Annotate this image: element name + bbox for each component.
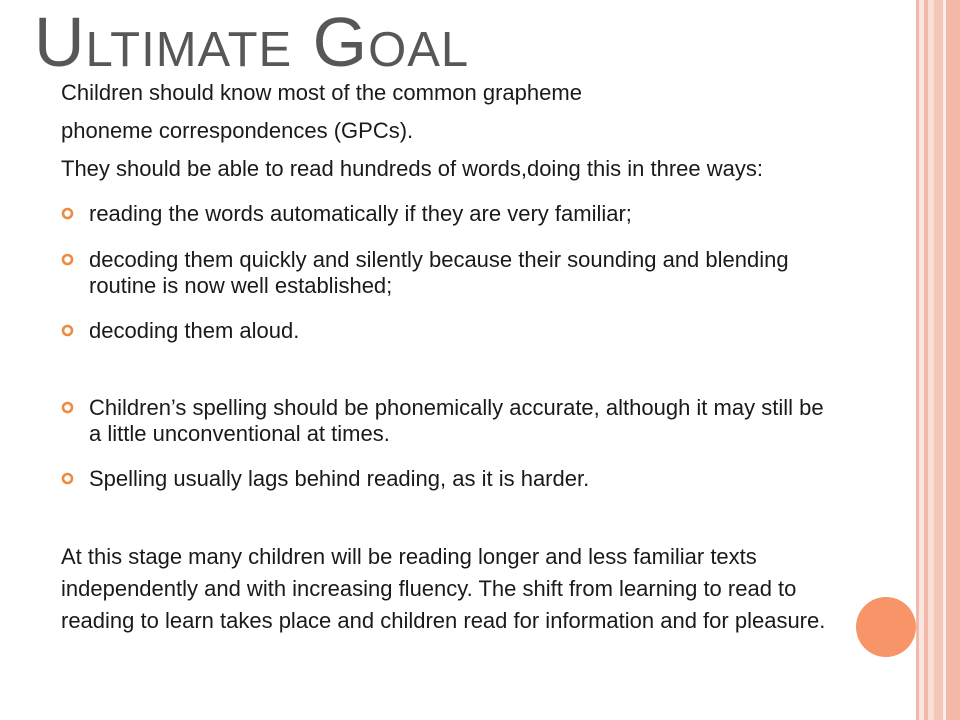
intro-line-2: phoneme correspondences (GPCs).: [61, 118, 414, 143]
bullet-circle-icon: [61, 253, 74, 266]
slide-body: [61, 80, 841, 637]
bullet-text: decoding them aloud.: [89, 318, 300, 343]
stripe-band: [934, 0, 943, 720]
slide-title: Ultimate Goal: [34, 3, 470, 81]
bullet-item: [61, 395, 841, 447]
right-stripe-decoration: [916, 0, 960, 720]
bullet-circle-icon: [61, 472, 74, 485]
stripe-band: [946, 0, 960, 720]
bullet-circle-icon: [61, 207, 74, 220]
intro-line-3: They should be able to read hundreds of words,doing this in three ways:: [61, 156, 763, 181]
bullet-text: decoding them quickly and silently because their sounding and blending routine is now well established;: [89, 247, 789, 298]
intro-line-1: Children should know most of the common grapheme: [61, 80, 582, 105]
bullet-item: [61, 201, 841, 227]
bullet-circle-icon: [61, 401, 74, 414]
bullet-text: Spelling usually lags behind reading, as it is harder.: [89, 466, 590, 491]
bullet-item: [61, 318, 841, 344]
closing-paragraph: At this stage many children will be reading longer and less familiar texts independently and with increasing fluency. The shift from learning to read to reading to learn takes place and children read for information and for pleasure.: [61, 544, 826, 633]
orange-circle-decoration: [856, 597, 916, 657]
bullet-item: [61, 466, 841, 492]
bullet-item: [61, 247, 841, 299]
bullet-text: reading the words automatically if they are very familiar;: [89, 201, 632, 226]
bullet-text: Children’s spelling should be phonemically accurate, although it may still be a little unconventional at times.: [89, 395, 824, 446]
bullet-circle-icon: [61, 324, 74, 337]
